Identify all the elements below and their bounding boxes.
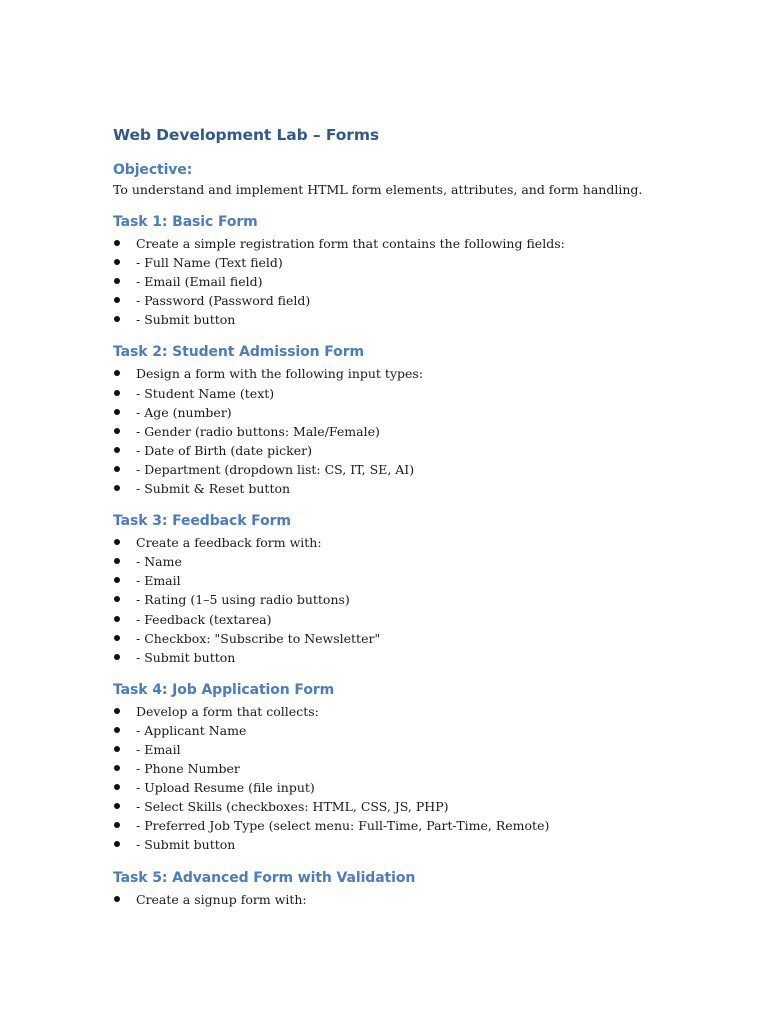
list-item-text: Create a signup form with:	[136, 891, 307, 907]
task-section-1	[113, 212, 673, 329]
bullet-icon	[114, 654, 120, 660]
bullet-icon	[114, 370, 120, 376]
bullet-icon	[114, 466, 120, 472]
list-item-text: - Full Name (Text field)	[136, 255, 283, 271]
list-item-text: - Submit button	[136, 837, 236, 853]
list-item	[113, 571, 673, 590]
bullet-icon	[114, 765, 120, 771]
list-item	[113, 364, 673, 383]
bullet-icon	[114, 428, 120, 434]
list-item-text: - Department (dropdown list: CS, IT, SE, AI)	[136, 461, 415, 477]
list-item	[113, 816, 673, 835]
bullet-icon	[114, 539, 120, 545]
task-bullet-list	[113, 702, 673, 855]
list-item	[113, 552, 673, 571]
list-item	[113, 797, 673, 816]
list-item-text: - Checkbox: "Subscribe to Newsletter"	[136, 630, 381, 646]
bullet-icon	[114, 784, 120, 790]
list-item	[113, 702, 673, 721]
list-item-text: Design a form with the following input types:	[136, 366, 424, 382]
list-item	[113, 310, 673, 329]
list-item	[113, 759, 673, 778]
list-item-text: - Email	[136, 741, 181, 757]
task-section-3	[113, 511, 673, 667]
list-item	[113, 479, 673, 498]
list-item-text: Create a simple registration form that contains the following fields:	[136, 236, 565, 251]
list-item-text: - Submit & Reset button	[136, 481, 291, 497]
list-item	[113, 835, 673, 854]
list-item-text: - Rating (1–5 using radio buttons)	[136, 592, 350, 608]
list-item-text: - Age (number)	[136, 404, 232, 420]
tasks-section	[113, 212, 673, 909]
list-item-text: Develop a form that collects:	[136, 703, 319, 719]
bullet-icon	[114, 297, 120, 303]
list-item	[113, 291, 673, 310]
task-heading: Task 1: Basic Form	[113, 214, 258, 230]
list-item	[113, 629, 673, 648]
list-item-text: - Applicant Name	[136, 722, 247, 738]
list-item-text: - Submit button	[136, 312, 236, 328]
task-section-2	[113, 342, 673, 498]
task-heading: Task 3: Feedback Form	[113, 513, 291, 530]
document-title: Web Development Lab – Forms	[113, 126, 380, 144]
list-item	[113, 740, 673, 759]
bullet-icon	[114, 278, 120, 284]
bullet-icon	[114, 558, 120, 564]
task-section-4	[113, 680, 673, 855]
list-item	[113, 441, 673, 460]
bullet-icon	[114, 708, 120, 714]
list-item	[113, 403, 673, 422]
document-page	[113, 124, 673, 922]
task-bullet-list	[113, 364, 673, 498]
bullet-icon	[114, 447, 120, 453]
list-item-text: - Name	[136, 554, 182, 570]
task-heading: Task 5: Advanced Form with Validation	[113, 869, 416, 886]
task-heading: Task 2: Student Admission Form	[113, 344, 364, 361]
list-item	[113, 721, 673, 740]
list-item	[113, 253, 673, 272]
bullet-icon	[114, 596, 120, 602]
list-item	[113, 890, 673, 909]
list-item	[113, 460, 673, 479]
bullet-icon	[114, 240, 120, 246]
list-item-text: - Upload Resume (file input)	[136, 780, 315, 796]
list-item-text: - Preferred Job Type (select menu: Full-Time, Part-Time, Remote)	[136, 818, 550, 834]
bullet-icon	[114, 727, 120, 733]
list-item	[113, 384, 673, 403]
list-item-text: - Submit button	[136, 649, 236, 665]
bullet-icon	[114, 841, 120, 847]
list-item	[113, 234, 673, 253]
bullet-icon	[114, 577, 120, 583]
task-bullet-list	[113, 890, 673, 909]
list-item-text: - Password (Password field)	[136, 293, 311, 309]
bullet-icon	[114, 803, 120, 809]
bullet-icon	[114, 390, 120, 396]
list-item-text: - Select Skills (checkboxes: HTML, CSS, JS, PHP)	[136, 799, 449, 815]
list-item	[113, 533, 673, 552]
list-item	[113, 610, 673, 629]
task-bullet-list	[113, 533, 673, 667]
task-heading: Task 4: Job Application Form	[113, 681, 335, 698]
bullet-icon	[114, 616, 120, 622]
bullet-icon	[114, 316, 120, 322]
list-item-text: - Email (Email field)	[136, 274, 263, 290]
list-item-text: - Email	[136, 573, 181, 589]
list-item	[113, 648, 673, 667]
bullet-icon	[114, 896, 120, 902]
list-item	[113, 422, 673, 441]
task-section-5	[113, 868, 673, 909]
list-item-text: - Phone Number	[136, 761, 240, 777]
list-item-text: - Gender (radio buttons: Male/Female)	[136, 423, 380, 439]
bullet-icon	[114, 822, 120, 828]
list-item-text: - Date of Birth (date picker)	[136, 442, 312, 458]
objective-text: To understand and implement HTML form elements, attributes, and form handling.	[113, 182, 643, 197]
bullet-icon	[114, 409, 120, 415]
list-item-text: - Feedback (textarea)	[136, 611, 272, 627]
objective-heading: Objective:	[113, 162, 193, 178]
list-item-text: - Student Name (text)	[136, 385, 275, 401]
list-item	[113, 778, 673, 797]
list-item-text: Create a feedback form with:	[136, 535, 322, 551]
task-bullet-list	[113, 234, 673, 329]
list-item	[113, 272, 673, 291]
bullet-icon	[114, 635, 120, 641]
list-item	[113, 590, 673, 609]
bullet-icon	[114, 485, 120, 491]
bullet-icon	[114, 259, 120, 265]
bullet-icon	[114, 746, 120, 752]
